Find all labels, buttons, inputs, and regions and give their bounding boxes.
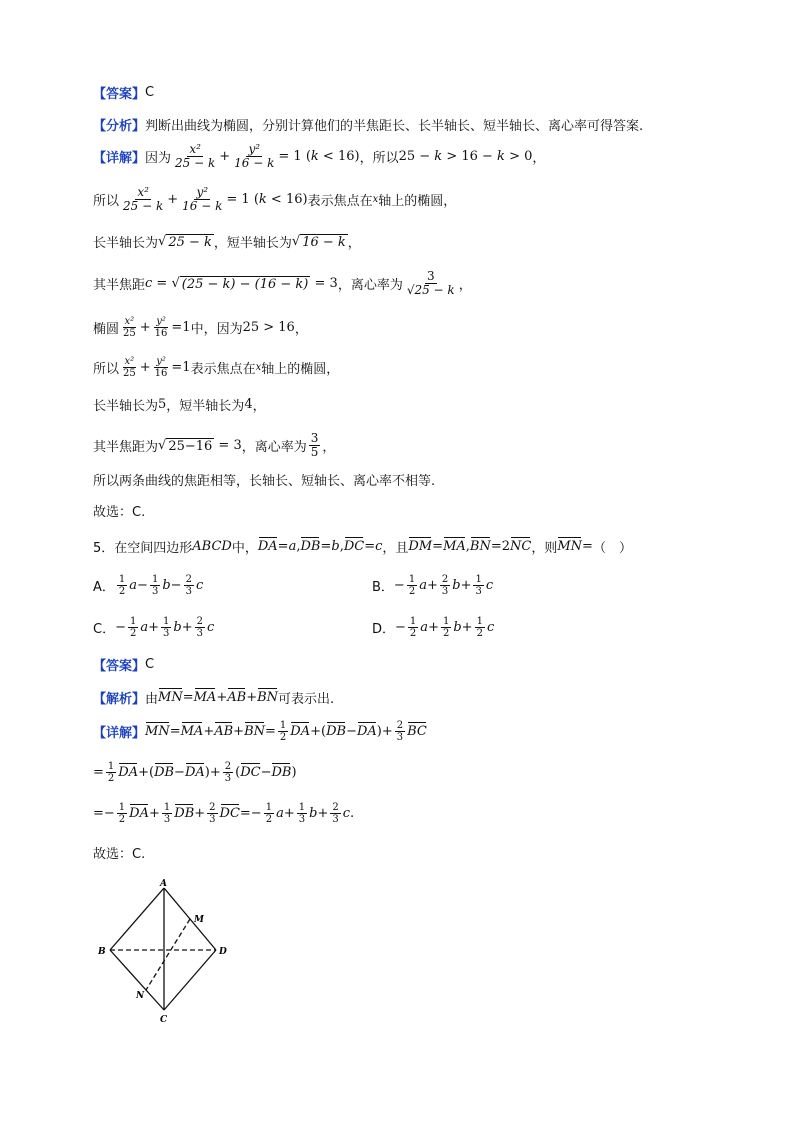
text: 所以 [93, 194, 120, 210]
text: ，且 [382, 541, 409, 556]
text: 其半焦距为 [93, 440, 159, 456]
analysis-tag: 【分析】 [93, 119, 146, 134]
label-B: B [98, 947, 106, 957]
q4-detail-line-5: 椭圆 $\frac{\text{x²}}{25}$ + $\frac{\text{y²}}{16}$ =1 中，因为 25 > 16 ， [93, 316, 308, 339]
text: 其半焦距 [93, 278, 146, 294]
option-d: D． − $\frac{1}{2}$ a + $\frac{1}{2}$ b + $\frac{1}{2}$ c [372, 616, 495, 639]
text: 轴上的椭圆， [261, 362, 340, 377]
text: 所以两条曲线的焦距相等，长轴长、短轴长、离心率不相等. [93, 474, 436, 489]
q4-detail-line-7: 长半轴长为 5 ，短半轴长为 4 ， [93, 397, 266, 414]
answer-value: C [145, 85, 155, 100]
q4-answer-line [93, 83, 154, 102]
label-A: A [160, 879, 167, 889]
answer-value: C [145, 657, 155, 672]
label-N: N [136, 991, 145, 1001]
sqrt: √ 16 − k [291, 233, 346, 250]
q4-analysis-line [93, 115, 643, 134]
q4-detail-line-6: 所以 $\frac{\text{x²}}{25}$ + $\frac{\text{y²}}{16}$ =1 表示焦点在 x 轴上的椭圆， [93, 356, 340, 379]
text: （ ） [592, 541, 632, 556]
option-a: A． $\frac{1}{2}$ a − $\frac{1}{3}$ b − $\frac{2}{3}$ c [93, 574, 204, 597]
fraction: $\frac{\text{x²}}{25 - k}$ [175, 142, 216, 171]
fraction: $\frac{\text{y²}}{16 - k}$ [182, 185, 223, 214]
detail-tag: 【详解】 [93, 151, 146, 167]
analysis-text: 判断出曲线为椭圆，分别计算他们的半焦距长、长半轴长、短半轴长、离心率可得答案. [145, 119, 644, 134]
q5-answer-line [93, 655, 154, 674]
label-M: M [194, 915, 204, 925]
fraction: $\frac{\text{x²}}{25}$ [123, 356, 136, 379]
edge-BC [110, 950, 164, 1010]
q5-detail-line-2: = $\frac{1}{2}$ DA +( DB − DA )+ $\frac{2}{3}$ ( DC − DB ) [93, 761, 297, 784]
q4-detail-line-2: 所以 $\frac{\text{x²}}{25 - k}$ + $\frac{\text{y²}}{16 - k}$ = 1 (k < 16) 表示焦点在 x 轴上的椭圆， [93, 185, 457, 214]
q5-stem: 5．在空间四边形 ABCD 中， DA =a, DB =b, DC =c ，且 DM = MA , BN =2 NC ，则 MN = （ ） [93, 539, 632, 556]
text: 轴上的椭圆， [378, 194, 457, 210]
text: 表示焦点在 [190, 362, 256, 377]
text: 表示焦点在 [307, 194, 373, 210]
text: 长半轴长为 [93, 399, 159, 414]
answer-tag: 【答案】 [93, 87, 146, 102]
edge-AB [110, 888, 164, 950]
q5-analysis-line: 【解析】 由 MN = MA + AB + BN 可表示出. [93, 690, 335, 707]
label-D: D [219, 947, 227, 957]
sqrt: √ 25 − k [158, 233, 212, 250]
text: ，短半轴长为 [213, 236, 292, 251]
analysis-tag: 【解析】 [93, 692, 146, 707]
q4-detail-line-1: 【详解】 因为 $\frac{\text{x²}}{25 - k}$ + $\frac{\text{y²}}{16 - k}$ = 1 (k < 16) ，所以 25 − k > 16 − k > 0 ， [93, 142, 546, 171]
fraction: $\frac{\text{y²}}{16 - k}$ [234, 142, 275, 171]
text: ， [347, 236, 361, 251]
q5-detail-line-1: 【详解】 MN = MA + AB + BN = $\frac{1}{2}$ DA +( DB − DA )+ $\frac{2}{3}$ BC [93, 720, 427, 743]
fraction: $\frac{\text{y²}}{16}$ [154, 316, 168, 339]
text: ，离心率为 [337, 278, 403, 294]
fraction: $\frac{\text{x²}}{25 - k}$ [123, 185, 164, 214]
text: ，则 [531, 541, 558, 556]
q4-detail-line-8: 其半焦距为 √ 25−16 = 3 ，离心率为 $\frac{3}{5}$ ， [93, 431, 336, 460]
text: 因为 [145, 151, 172, 167]
q5-detail-line-3: =− $\frac{1}{2}$ DA + $\frac{1}{3}$ DB + $\frac{2}{3}$ DC =− $\frac{1}{2}$ a + $\frac{1}{3}$ b + $\frac{2}{3}$ c . [93, 802, 355, 825]
edge-DC [164, 950, 216, 1010]
text: ，离心率为 [241, 440, 307, 456]
q4-detail-line-3 [93, 232, 361, 251]
fraction: $\frac{3}{√25 - k}$ [406, 269, 455, 298]
text: 长半轴长为 [93, 236, 159, 251]
option-b: B． − $\frac{1}{2}$ a + $\frac{2}{3}$ b + $\frac{1}{3}$ c [372, 574, 494, 597]
text: ， [322, 440, 336, 456]
text: 椭圆 [93, 322, 120, 337]
tetrahedron-figure [94, 878, 234, 1028]
text: 中， [231, 541, 258, 556]
label-C: C [160, 1015, 168, 1025]
text: ， [294, 322, 308, 337]
q5-choice: 故选：C. [93, 847, 146, 862]
q4-choice [93, 501, 145, 520]
fraction: $\frac{\text{x²}}{25}$ [123, 316, 136, 339]
segment-MN-hidden [146, 919, 190, 990]
fraction: $\frac{\text{y²}}{16}$ [154, 356, 168, 379]
sqrt: √ 25−16 [158, 437, 213, 454]
fraction: $\frac{3}{5}$ [310, 431, 319, 460]
q4-detail-line-4: 其半焦距 c = √ (25 − k) − (16 − k) = 3 ，离心率为 $\frac{3}{√25 - k}$ ， [93, 269, 472, 298]
text: 5．在空间四边形 [93, 541, 193, 556]
q4-conclusion [93, 470, 435, 489]
option-c: C． − $\frac{1}{2}$ a + $\frac{1}{3}$ b + $\frac{2}{3}$ c [93, 616, 215, 639]
text: 所以 [93, 362, 120, 377]
text: ， [252, 399, 266, 414]
sqrt: √ (25 − k) − (16 − k) [171, 275, 309, 292]
answer-tag: 【答案】 [93, 659, 146, 674]
text: 故选：C. [93, 505, 146, 520]
detail-tag: 【详解】 [93, 726, 146, 741]
text: ， [458, 278, 472, 294]
text: ，所以 [359, 151, 399, 167]
text: 中，因为 [190, 322, 243, 337]
text: ，短半轴长为 [166, 399, 245, 414]
